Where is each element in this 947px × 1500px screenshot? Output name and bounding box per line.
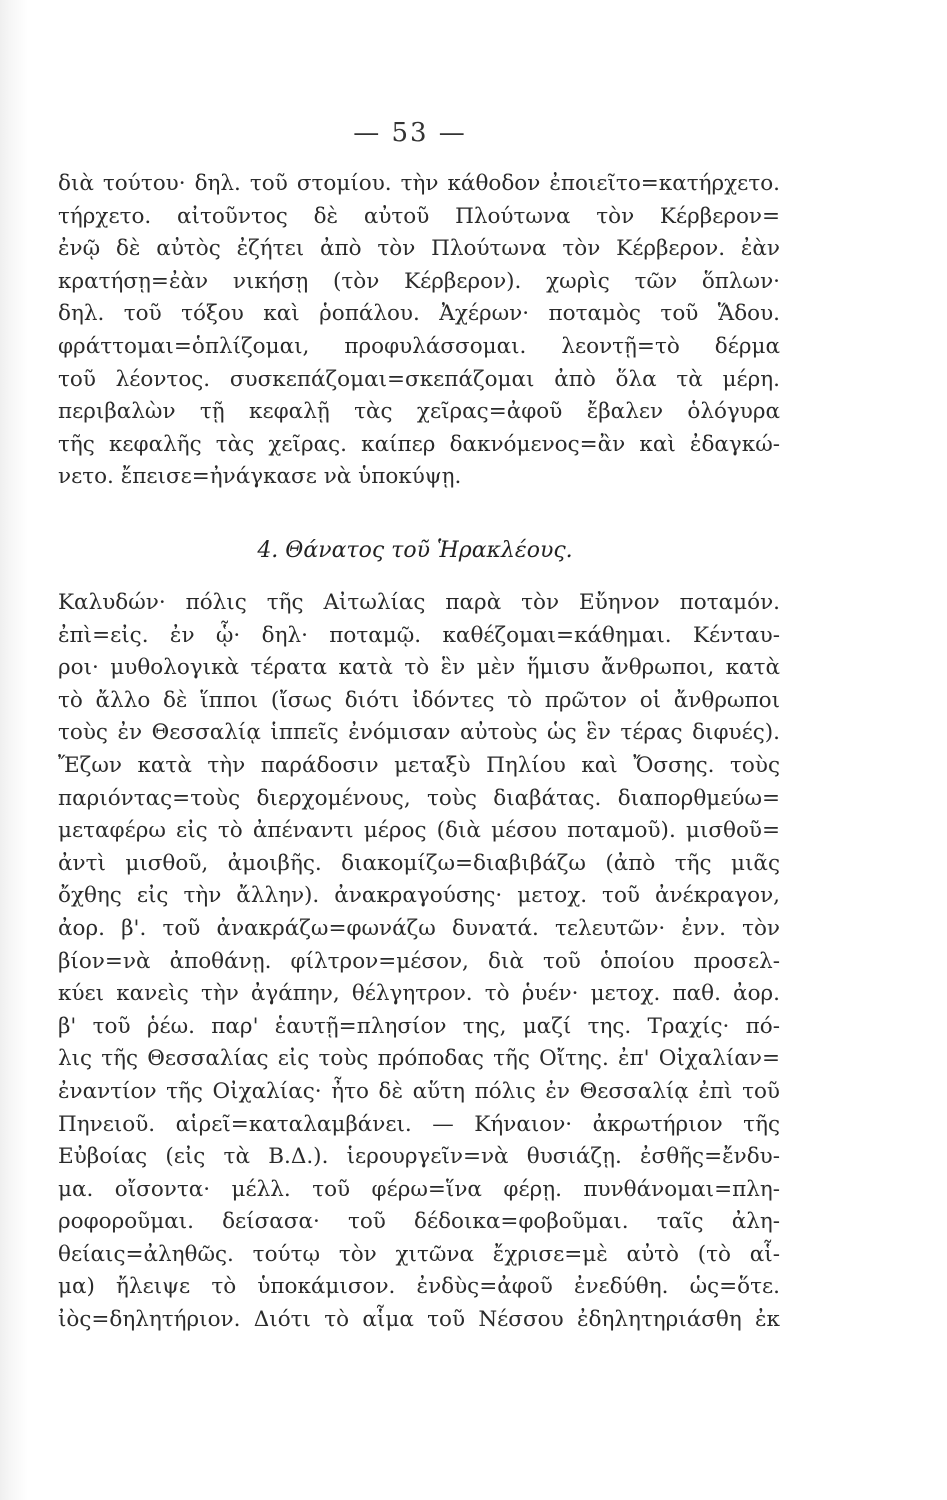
text-line: μα. οἴσοντα· μέλλ. τοῦ φέρω=ἵνα φέρῃ. πυνθάνομαι=πλη-	[58, 1176, 780, 1202]
text-line: Καλυδών· πόλις τῆς Αἰτωλίας παρὰ τὸν Εὔηνον ποταμόν.	[58, 590, 780, 615]
text-line: Ἔζων κατὰ τὴν παράδοσιν μεταξὺ Πηλίου καὶ Ὄσσης. τοὺς	[58, 752, 780, 778]
text-line: ἐναντίον τῆς Οἰχαλίας· ἦτο δὲ αὕτη πόλις ἐν Θεσσαλίᾳ ἐπὶ τοῦ	[58, 1078, 780, 1104]
text-line: ἀορ. β'. τοῦ ἀνακράζω=φωνάζω δυνατά. τελευτῶν· ἐνν. τὸν	[58, 915, 780, 941]
glossary-paragraph-1	[58, 168, 780, 494]
text-line: θείαις=ἀληθῶς. τούτῳ τὸν χιτῶνα ἔχρισε=μὲ αὐτὸ (τὸ αἷ-	[58, 1241, 780, 1267]
section-heading: 4. Θάνατος τοῦ Ἡρακλέους.	[257, 538, 573, 563]
text-line: λις τῆς Θεσσαλίας εἰς τοὺς πρόποδας τῆς Οἴτης. ἐπ' Οἰχαλίαν=	[58, 1046, 780, 1072]
text-line: ἐνῷ δὲ αὐτὸς ἐζήτει ἀπὸ τὸν Πλούτωνα τὸν Κέρβερον. ἐὰν	[58, 236, 780, 262]
glossary-paragraph-2	[58, 587, 780, 1337]
text-line: νετο. ἔπεισε=ἠνάγκασε νὰ ὑποκύψῃ.	[58, 464, 462, 490]
text-line: κρατήσῃ=ἐὰν νικήσῃ (τὸν Κέρβερον). χωρὶς τῶν ὅπλων·	[58, 268, 780, 294]
text-line: ἰὸς=δηλητήριον. Διότι τὸ αἷμα τοῦ Νέσσου ἐδηλητηριάσθη ἐκ	[58, 1307, 780, 1333]
text-line: τῆς κεφαλῆς τὰς χεῖρας. καίπερ δακνόμενος=ἂν καὶ ἐδαγκώ-	[58, 431, 780, 457]
text-line: τὸ ἄλλο δὲ ἵπποι (ἴσως διότι ἰδόντες τὸ πρῶτον οἱ ἄνθρωποι	[58, 687, 780, 713]
text-line: ροφοροῦμαι. δείσασα· τοῦ δέδοικα=φοβοῦμαι. ταῖς ἀλη-	[58, 1209, 780, 1235]
text-line: περιβαλὼν τῇ κεφαλῇ τὰς χεῖρας=ἀφοῦ ἔβαλεν ὁλόγυρα	[58, 399, 780, 425]
text-line: μεταφέρω εἰς τὸ ἀπέναντι μέρος (διὰ μέσου ποταμοῦ). μισθοῦ=	[58, 818, 780, 844]
text-line: τοὺς ἐν Θεσσαλίᾳ ἱππεῖς ἐνόμισαν αὐτοὺς ὡς ἓν τέρας διφυές).	[58, 720, 780, 746]
text-line: ἀντὶ μισθοῦ, ἀμοιβῆς. διακομίζω=διαβιβάζω (ἀπὸ τῆς μιᾶς	[58, 850, 780, 876]
text-line: παριόντας=τοὺς διερχομένους, τοὺς διαβάτας. διαπορθμεύω=	[58, 785, 780, 811]
text-line: Εὐβοίας (εἰς τὰ Β.Δ.). ἱερουργεῖν=νὰ θυσιάζῃ. ἐσθῆς=ἔνδυ-	[58, 1144, 780, 1170]
text-line: ροι· μυθολογικὰ τέρατα κατὰ τὸ ἓν μὲν ἥμισυ ἄνθρωποι, κατὰ	[58, 655, 780, 681]
text-line: Πηνειοῦ. αἱρεῖ=καταλαμβάνει. — Κήναιον· ἀκρωτήριον τῆς	[58, 1111, 780, 1137]
text-line: κύει κανεὶς τὴν ἀγάπην, θέλγητρον. τὸ ῥυέν· μετοχ. παθ. ἀορ.	[58, 981, 780, 1007]
text-line: φράττομαι=ὁπλίζομαι, προφυλάσσομαι. λεοντῇ=τὸ δέρμα	[58, 333, 780, 359]
text-line: διὰ τούτου· δηλ. τοῦ στομίου. τὴν κάθοδον ἐποιεῖτο=κατήρχετο.	[58, 171, 780, 196]
text-line: τήρχετο. αἰτοῦντος δὲ αὐτοῦ Πλούτωνα τὸν Κέρβερον=	[58, 203, 780, 229]
text-line: μα) ἤλειψε τὸ ὑποκάμισον. ἐνδὺς=ἀφοῦ ἐνεδύθη. ὡς=ὅτε.	[58, 1274, 780, 1300]
text-line: ὄχθης εἰς τὴν ἄλλην). ἀνακραγούσης· μετοχ. τοῦ ἀνέκραγον,	[58, 883, 780, 909]
text-line: δηλ. τοῦ τόξου καὶ ῥοπάλου. Ἀχέρων· ποταμὸς τοῦ Ἅδου.	[58, 301, 780, 327]
text-line: ἐπὶ=εἰς. ἐν ᾧ· δηλ· ποταμῷ. καθέζομαι=κάθημαι. Κένταυ-	[58, 622, 780, 648]
text-line: β' τοῦ ῥέω. παρ' ἑαυτῇ=πλησίον της, μαζί της. Τραχίς· πό-	[58, 1013, 780, 1039]
text-line: βίον=νὰ ἀποθάνῃ. φίλτρον=μέσον, διὰ τοῦ ὁποίου προσελ-	[58, 948, 780, 974]
text-line: τοῦ λέοντος. συσκεπάζομαι=σκεπάζομαι ἀπὸ ὅλα τὰ μέρη.	[58, 366, 780, 392]
page-number: — 53 —	[353, 118, 467, 148]
